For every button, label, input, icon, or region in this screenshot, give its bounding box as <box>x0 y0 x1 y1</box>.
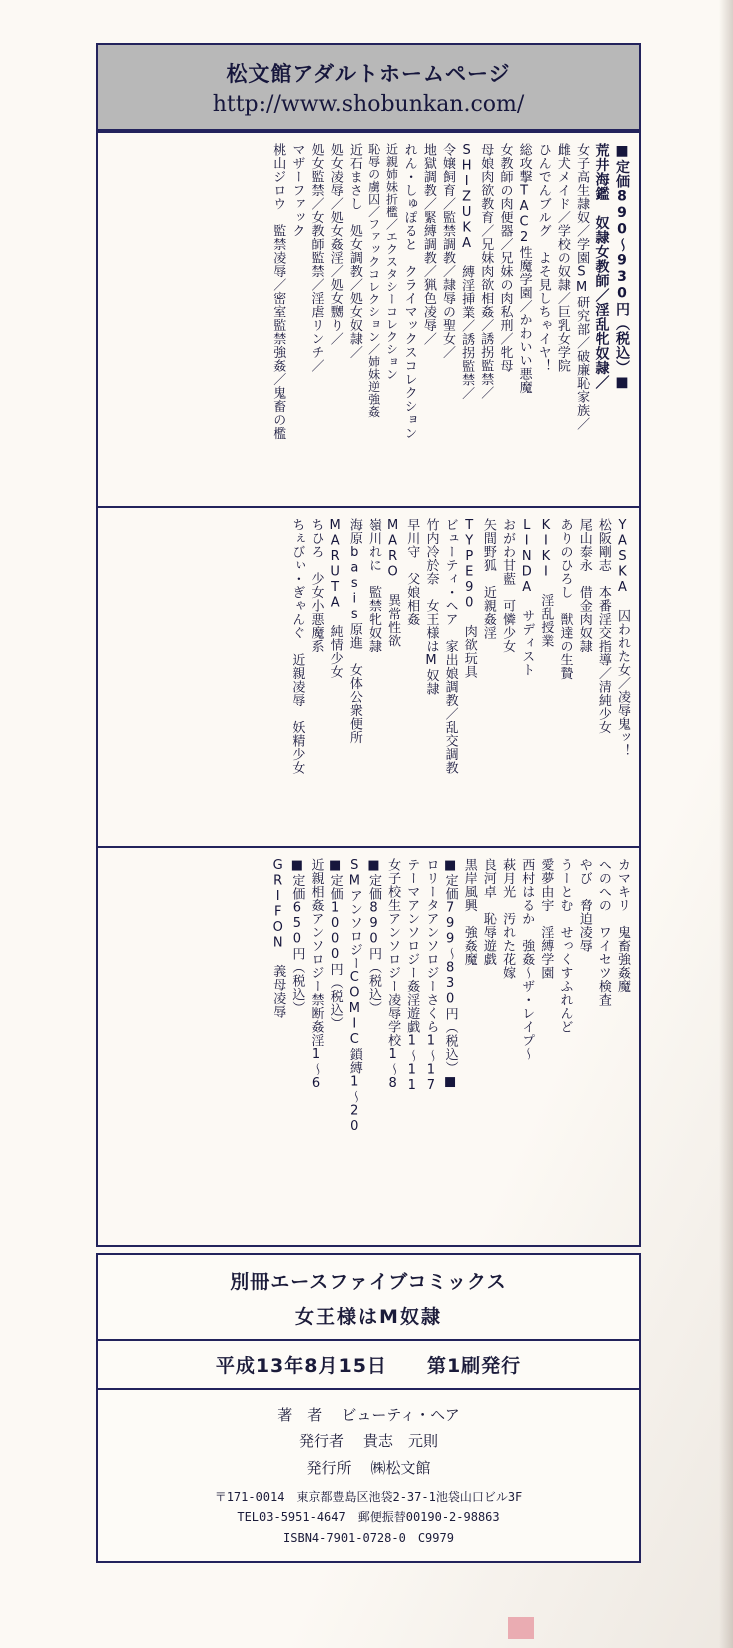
catalog-columns-3 <box>106 858 631 1237</box>
catalog-line: ロリータアンソロジーさくら1〜17 <box>423 858 439 1094</box>
telephone-line: TEL03-5951-4647 郵便振替00190-2-98863 <box>237 1510 500 1525</box>
catalog-line: ちぇびぃ・ぎゃんぐ 近親凌辱 妖精少女 <box>289 518 305 775</box>
catalog-line: マザーファック <box>289 143 305 238</box>
series-name: 別冊エースファイブコミックス <box>230 1271 507 1293</box>
catalog-line: 女子高生隷奴／学園SM研究部／破廉恥家族／ <box>574 143 590 431</box>
catalog-line: 愛夢由宇 淫縛学園 <box>538 858 554 980</box>
author-row <box>98 1402 639 1428</box>
catalog-columns-2 <box>106 518 631 838</box>
catalog-segment-2 <box>98 508 639 848</box>
catalog-segment-1 <box>98 133 639 508</box>
catalog-line: 雌犬メイド／学校の奴隷／巨乳女学院 <box>554 143 570 373</box>
catalog-line: ■定価799〜830円（税込）■ <box>442 858 458 1090</box>
catalog-line: SHIZUKA 縛淫挿業／誘拐監禁／ <box>459 143 475 400</box>
author-name: ビューティ・ヘア <box>341 1406 460 1424</box>
catalog-line: ■定価890円（税込） <box>365 858 381 1015</box>
catalog-line: 女子校生アンソロジー凌辱学校1〜8 <box>385 858 401 1092</box>
contact-block <box>98 1487 639 1558</box>
catalog-line: ■定価1000円（税込） <box>327 858 343 1030</box>
catalog-line: うーとむ せっくすふれんど <box>557 858 573 1034</box>
catalog-line: 海原basis原進 女体公衆便所 <box>346 518 362 744</box>
catalog-line: 近親姉妹折檻／エクスタシーコレクション <box>384 143 399 381</box>
catalog-line: LINDA サディスト <box>519 518 535 677</box>
isbn-line: ISBN4-7901-0728-0 C9979 <box>283 1530 454 1545</box>
catalog-line: 荒井海鑑 奴隷女教師／淫乱牝奴隷／ <box>593 143 610 390</box>
catalog-line: ■定価650円（税込） <box>289 858 305 1015</box>
book-title: 女王様はM奴隷 <box>295 1306 442 1328</box>
catalog-line: ■定価890〜930円（税込）■ <box>614 143 630 391</box>
catalog-columns-1 <box>106 143 631 498</box>
catalog-line: 総攻撃TAC2性魔学園／かわいい悪魔 <box>516 143 532 394</box>
address-line: 〒171-0014 東京都豊島区池袋2-37-1池袋山口ビル3F <box>214 1489 523 1504</box>
catalog-line: 早川守 父娘相姦 <box>404 518 420 626</box>
catalog-line: 黒岸風興 強姦魔 <box>461 858 477 966</box>
catalog-line: 処女監禁／女教師監禁／淫虐リンチ／ <box>308 143 324 373</box>
catalog-line: カマキリ 鬼畜強姦魔 <box>615 858 630 993</box>
company-row <box>98 1455 639 1481</box>
catalog-line: おがわ甘藍 可憐少女 <box>500 518 516 653</box>
publication-row <box>98 1341 639 1388</box>
catalog-line: 松阪剛志 本番淫交指導／清純少女 <box>595 518 611 734</box>
banner-title: 松文館アダルトホームページ <box>226 61 511 86</box>
catalog-line: 桃山ジロウ 監禁凌辱／密室監禁強姦／鬼畜の檻 <box>270 143 286 440</box>
catalog-line: 嶺川れに 監禁牝奴隷 <box>365 518 381 653</box>
catalog-line: TYPE90 肉欲玩具 <box>461 518 477 679</box>
publisher-row <box>98 1428 639 1454</box>
publisher-label: 発行者 <box>298 1432 344 1451</box>
catalog-line: ちひろ 少女小悪魔系 <box>308 518 324 653</box>
catalog-line: 矢間野狐 近親姦淫 <box>480 518 496 640</box>
company-label: 発行所 <box>306 1458 352 1477</box>
catalog-line: KIKI 淫乱授業 <box>538 518 554 648</box>
catalog-line: SMアンソロジーCOMIC鎖縛1〜20 <box>346 858 362 1135</box>
catalog-line: MARO 異常性欲 <box>385 518 401 648</box>
catalog-line: れん・しゅぽると クライマックスコレクション <box>401 143 417 440</box>
website-banner <box>96 43 641 131</box>
colophon-box <box>96 1253 641 1563</box>
publication-date: 平成13年8月15日 <box>215 1355 387 1377</box>
catalog-line: ビューティ・ヘア 家出娘調教／乱交調教 <box>442 518 458 775</box>
catalog-line: ひんでんブルグ よそ見しちゃイヤ！ <box>535 143 551 373</box>
catalog-line: テーマアンソロジー姦淫遊戯1〜11 <box>404 858 420 1094</box>
catalog-line: 処女凌辱／処女姦淫／処女嬲り／ <box>327 143 343 346</box>
catalog-box <box>96 131 641 1247</box>
banner-url[interactable]: http://www.shobunkan.com/ <box>212 91 525 117</box>
catalog-line: 良河卓 恥辱遊戯 <box>480 858 496 966</box>
catalog-line: 女教師の肉便器／兄妹の肉私刑／牝母 <box>497 143 513 373</box>
catalog-line: 近石まさし 処女調教／処女奴隷／ <box>346 143 362 359</box>
catalog-line: 尾山泰永 借金肉奴隷 <box>576 518 592 653</box>
catalog-line: 萩月光 汚れた花嫁 <box>500 858 516 980</box>
printing-info: 第1刷発行 <box>426 1355 522 1377</box>
scan-artifact <box>508 1617 534 1639</box>
catalog-line: 母娘肉欲教育／兄妹肉欲相姦／誘拐監禁／ <box>478 143 494 400</box>
catalog-line: 竹内冷於奈 女王様はM奴隷 <box>423 518 439 696</box>
catalog-line: ありのひろし 獣達の生贄 <box>557 518 573 680</box>
catalog-line: 地獄調教／緊縛調教／猟色凌辱／ <box>420 143 436 346</box>
author-label: 著 者 <box>277 1406 323 1424</box>
catalog-line: へのへの ワイセツ検査 <box>595 858 611 1007</box>
catalog-segment-3 <box>98 848 639 1245</box>
publisher-name: 貴志 元則 <box>363 1432 439 1451</box>
company-name: ㈱松文館 <box>370 1458 431 1477</box>
catalog-line: 令嬢飼育／監禁調教／隷辱の聖女／ <box>439 143 455 359</box>
catalog-line: 恥辱の虜囚／ファックコレクション／姉妹逆強姦 <box>366 143 381 418</box>
catalog-line: YASKA 囚われた女／凌辱鬼ッ！ <box>615 518 630 758</box>
catalog-line: 西村はるか 強姦〜ザ・レイプ〜 <box>519 858 535 1061</box>
credits <box>98 1390 639 1487</box>
catalog-line: GRIFON 義母凌辱 <box>270 858 286 1019</box>
page-edge-shadow <box>719 0 733 1648</box>
catalog-line: 近親相姦アンソロジー禁断姦淫1〜6 <box>308 858 324 1092</box>
catalog-line: やび 脅迫凌辱 <box>576 858 592 953</box>
catalog-line: MARUTA 純情少女 <box>327 518 343 679</box>
